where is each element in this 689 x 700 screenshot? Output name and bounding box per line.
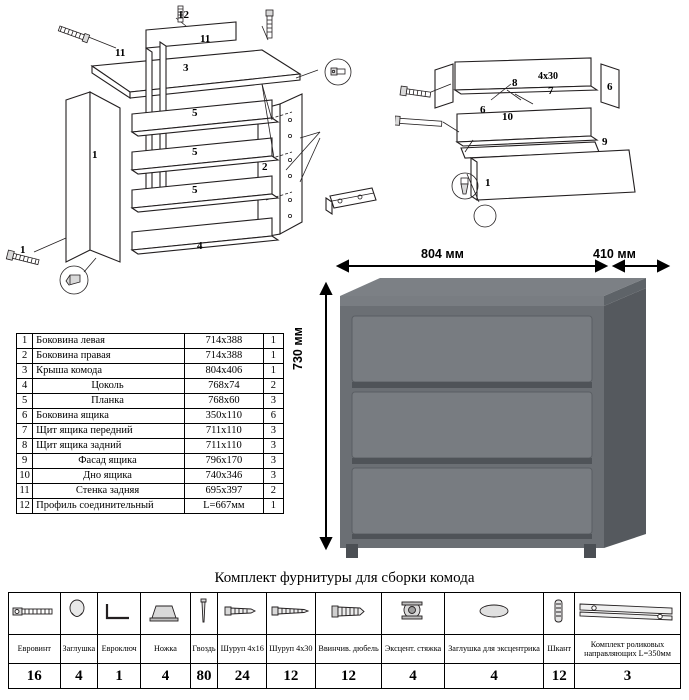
part-label-8: 8 — [512, 77, 518, 89]
dimension-depth: 410 мм — [593, 247, 636, 261]
hardware-quantity: 16 — [9, 664, 61, 689]
part-name: Крыша комода — [33, 364, 185, 379]
table-row — [17, 334, 284, 349]
part-label-9: 9 — [602, 136, 608, 148]
part-no: 7 — [17, 424, 33, 439]
screw-4x30-icon — [270, 594, 312, 628]
part-dimension: 768х74 — [184, 379, 263, 394]
hardware-name: Евровинт — [9, 635, 61, 664]
part-name: Фасад ящика — [33, 454, 185, 469]
part-quantity: 1 — [263, 499, 283, 514]
part-name: Стенка задняя — [33, 484, 185, 499]
hardware-icon-cell — [9, 593, 61, 635]
chest-of-drawers-render — [316, 248, 676, 568]
hardware-quantity: 12 — [315, 664, 382, 689]
part-label-6a: 6 — [480, 104, 486, 116]
table-row — [17, 379, 284, 394]
hardware-icon-cell — [141, 593, 190, 635]
hardware-quantity: 4 — [141, 664, 190, 689]
part-quantity: 2 — [263, 379, 283, 394]
hardware-quantity: 4 — [382, 664, 444, 689]
table-row — [17, 349, 284, 364]
cam-lock-icon — [394, 594, 432, 628]
part-dimension: 714х388 — [184, 349, 263, 364]
hardware-name: Ножка — [141, 635, 190, 664]
part-quantity: 3 — [263, 394, 283, 409]
part-quantity: 2 — [263, 484, 283, 499]
part-name: Боковина ящика — [33, 409, 185, 424]
part-no: 10 — [17, 469, 33, 484]
part-no: 8 — [17, 439, 33, 454]
part-dimension: 796х170 — [184, 454, 263, 469]
hardware-icon-cell — [98, 593, 141, 635]
part-dimension: 350х110 — [184, 409, 263, 424]
dimension-height: 730 мм — [291, 327, 305, 370]
hardware-kit-title: Комплект фурнитуры для сборки комода — [214, 570, 475, 586]
table-row — [17, 484, 284, 499]
part-name: Боковина левая — [33, 334, 185, 349]
part-no: 4 — [17, 379, 33, 394]
hardware-name: Эксцент. стяжка — [382, 635, 444, 664]
table-row — [17, 394, 284, 409]
part-no: 9 — [17, 454, 33, 469]
euro-screw-icon — [10, 594, 58, 628]
cam-cover-icon — [472, 594, 516, 628]
hardware-quantity: 12 — [267, 664, 316, 689]
hardware-quantity: 1 — [98, 664, 141, 689]
hardware-name: Шуруп 4х16 — [218, 635, 267, 664]
callout-label-tl-1: 1 — [20, 244, 26, 256]
part-label-4: 4 — [197, 240, 203, 252]
part-no: 5 — [17, 394, 33, 409]
part-label-11a: 11 — [115, 47, 126, 59]
part-dimension: 768х60 — [184, 394, 263, 409]
hardware-icon-cell — [575, 593, 681, 635]
part-label-5c: 5 — [192, 184, 198, 196]
hardware-name: Гвоздь — [190, 635, 218, 664]
hardware-kit-table — [8, 592, 681, 689]
part-dimension: L=667мм — [184, 499, 263, 514]
hardware-name: Комплект роликовых направляющих L=350мм — [575, 635, 681, 664]
dimension-width: 804 мм — [421, 247, 464, 261]
part-no: 6 — [17, 409, 33, 424]
hardware-icon-cell — [382, 593, 444, 635]
dowel-icon — [545, 594, 573, 628]
drawer-slide-icon — [576, 594, 680, 628]
hardware-name: Шуруп 4х30 — [267, 635, 316, 664]
part-dimension: 711х110 — [184, 424, 263, 439]
part-label-1: 1 — [92, 149, 98, 161]
part-quantity: 3 — [263, 469, 283, 484]
part-no: 12 — [17, 499, 33, 514]
part-name: Щит ящика передний — [33, 424, 185, 439]
part-quantity: 3 — [263, 454, 283, 469]
hardware-icon-cell — [267, 593, 316, 635]
part-dimension: 711х110 — [184, 439, 263, 454]
exploded-view-drawer — [395, 40, 685, 230]
part-quantity: 1 — [263, 349, 283, 364]
cap-plug-icon — [62, 594, 96, 628]
part-label-5a: 5 — [192, 107, 198, 119]
hardware-icon-cell — [444, 593, 544, 635]
part-label-6b: 6 — [607, 81, 613, 93]
part-no: 11 — [17, 484, 33, 499]
part-label-7: 7 — [548, 85, 554, 97]
parts-list-table — [16, 333, 284, 514]
part-dimension: 804х406 — [184, 364, 263, 379]
part-dimension: 695х397 — [184, 484, 263, 499]
hardware-quantity: 4 — [60, 664, 98, 689]
part-name: Дно ящика — [33, 469, 185, 484]
screw-4x16-icon — [221, 594, 263, 628]
hardware-quantity: 3 — [575, 664, 681, 689]
part-label-5b: 5 — [192, 146, 198, 158]
euro-key-icon — [99, 594, 139, 628]
part-name: Боковина правая — [33, 349, 185, 364]
part-name: Щит ящика задний — [33, 439, 185, 454]
part-dimension: 714х388 — [184, 334, 263, 349]
hardware-icon-cell — [218, 593, 267, 635]
part-name: Цоколь — [33, 379, 185, 394]
part-quantity: 1 — [263, 334, 283, 349]
part-no: 3 — [17, 364, 33, 379]
part-no: 2 — [17, 349, 33, 364]
furniture-leg-icon — [142, 594, 188, 628]
hardware-quantity: 12 — [544, 664, 575, 689]
nail-icon — [194, 594, 214, 628]
table-row — [17, 409, 284, 424]
part-quantity: 6 — [263, 409, 283, 424]
part-label-2: 2 — [262, 161, 268, 173]
part-dimension: 740х346 — [184, 469, 263, 484]
hardware-name: Заглушка — [60, 635, 98, 664]
part-quantity: 1 — [263, 364, 283, 379]
part-no: 1 — [17, 334, 33, 349]
hardware-icon-cell — [190, 593, 218, 635]
callout-label-tr-1: 1 — [485, 177, 491, 189]
table-row — [17, 424, 284, 439]
hardware-name: Ввинчив. дюбель — [315, 635, 382, 664]
hardware-icon-cell — [60, 593, 98, 635]
hardware-name: Шкант — [544, 635, 575, 664]
hardware-quantity: 4 — [444, 664, 544, 689]
table-row — [17, 454, 284, 469]
part-name: Планка — [33, 394, 185, 409]
screw-size-annotation: 4x30 — [538, 71, 558, 82]
screw-in-dowel-icon — [326, 594, 372, 628]
hardware-name: Заглушка для эксцентрика — [444, 635, 544, 664]
hardware-quantity: 24 — [218, 664, 267, 689]
hardware-icon-cell — [315, 593, 382, 635]
table-row — [17, 499, 284, 514]
hardware-quantity: 80 — [190, 664, 218, 689]
part-label-12: 12 — [178, 9, 189, 21]
part-label-11b: 11 — [200, 33, 211, 45]
part-name: Профиль соединительный — [33, 499, 185, 514]
table-row — [17, 364, 284, 379]
part-label-10: 10 — [502, 111, 513, 123]
part-quantity: 3 — [263, 439, 283, 454]
hardware-icon-cell — [544, 593, 575, 635]
table-row — [17, 439, 284, 454]
hardware-name: Евроключ — [98, 635, 141, 664]
part-quantity: 3 — [263, 424, 283, 439]
table-row — [17, 469, 284, 484]
part-label-3: 3 — [183, 62, 189, 74]
